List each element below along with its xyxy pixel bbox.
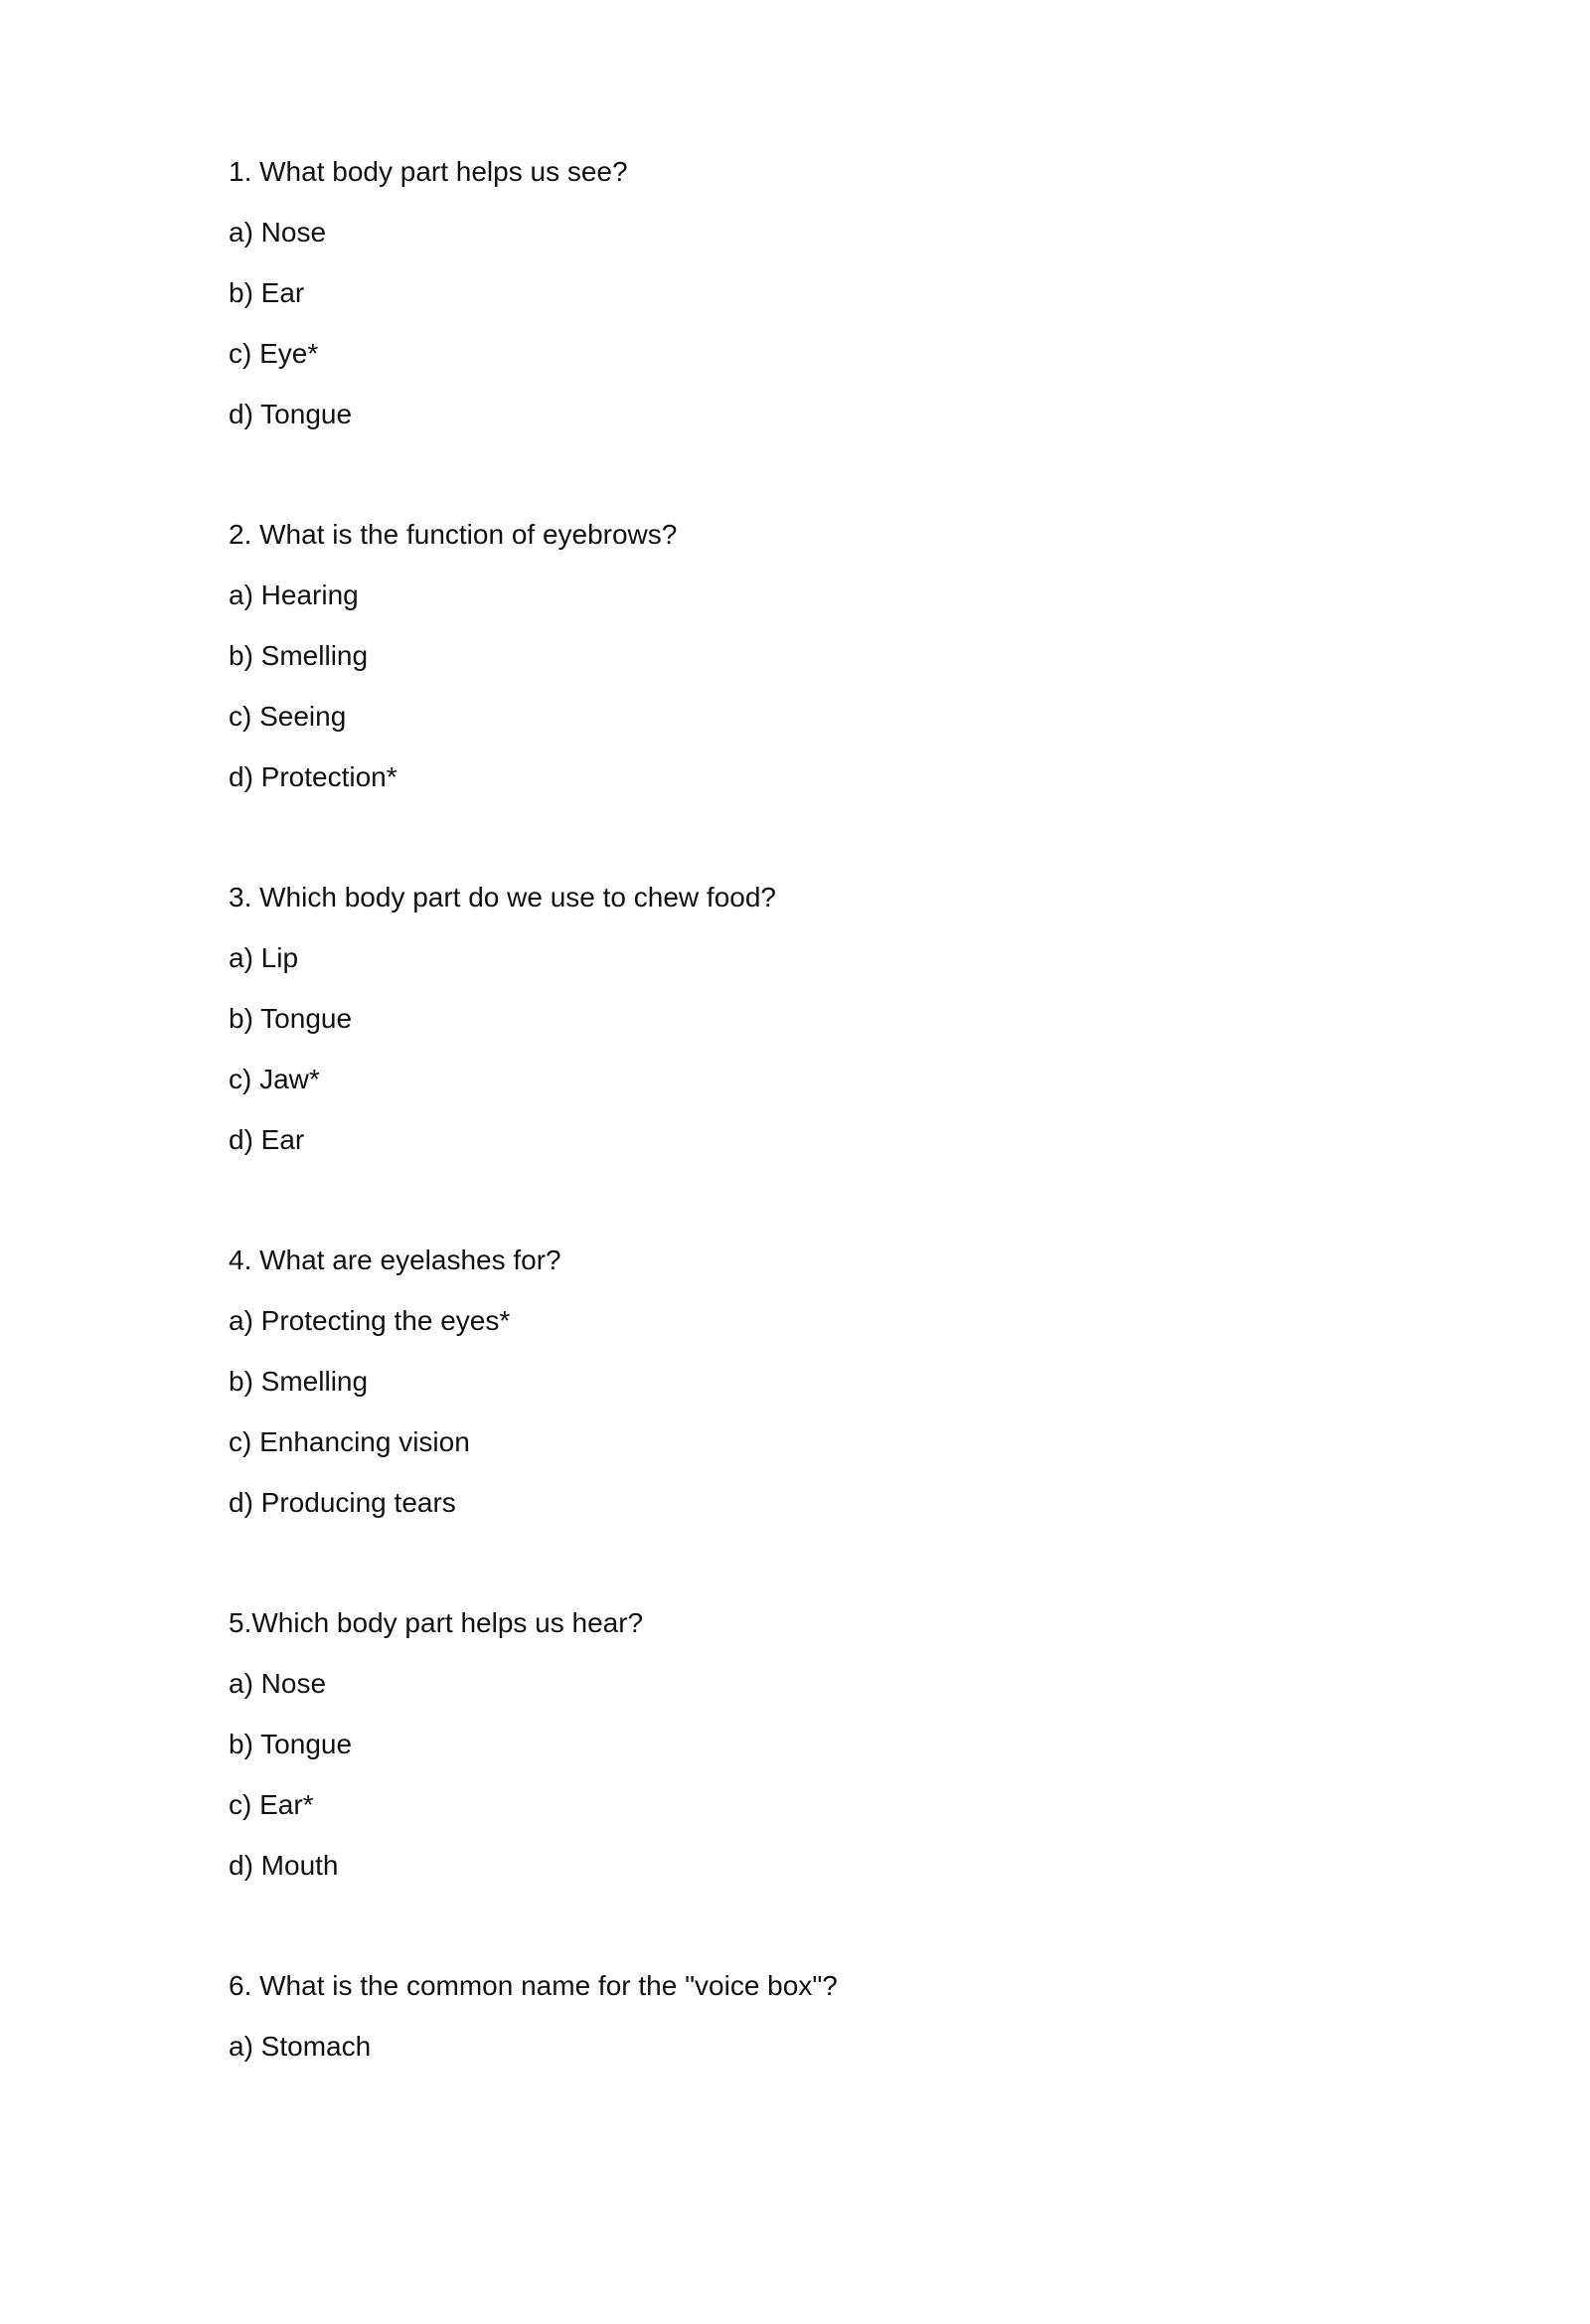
option-a: a) Lip [229, 942, 299, 973]
question-text: 6. What is the common name for the "voice box"? [229, 1970, 838, 2001]
option-b: b) Tongue [229, 1003, 353, 1034]
option-c: c) Enhancing vision [229, 1426, 470, 1457]
option-d: d) Producing tears [229, 1487, 456, 1518]
option-d: d) Ear [229, 1124, 305, 1155]
option-b: b) Tongue [229, 1729, 353, 1759]
question-text: 4. What are eyelashes for? [229, 1245, 561, 1275]
option-b: b) Smelling [229, 640, 369, 671]
option-c: c) Eye* [229, 338, 319, 369]
question-text: 3. Which body part do we use to chew food? [229, 882, 776, 913]
question-block-2 [229, 510, 1371, 873]
option-c: c) Ear* [229, 1789, 314, 1820]
option-a: a) Nose [229, 1668, 327, 1699]
question-text: 1. What body part helps us see? [229, 156, 628, 187]
option-d: d) Tongue [229, 399, 353, 429]
question-block-3 [229, 873, 1371, 1236]
option-d: d) Mouth [229, 1850, 339, 1881]
question-text: 5.Which body part helps us hear? [229, 1607, 644, 1638]
question-block-1 [229, 147, 1371, 510]
option-d: d) Protection* [229, 761, 398, 792]
option-b: b) Smelling [229, 1366, 369, 1397]
option-c: c) Seeing [229, 701, 347, 732]
option-b: b) Ear [229, 277, 305, 308]
option-a: a) Protecting the eyes* [229, 1305, 511, 1336]
option-a: a) Stomach [229, 2031, 372, 2062]
question-text: 2. What is the function of eyebrows? [229, 519, 678, 550]
question-block-6 [229, 1961, 1371, 2324]
question-block-5 [229, 1598, 1371, 1961]
quiz-list [229, 147, 1371, 2324]
option-a: a) Hearing [229, 580, 359, 610]
option-c: c) Jaw* [229, 1064, 320, 1094]
option-a: a) Nose [229, 217, 327, 248]
question-block-4 [229, 1236, 1371, 1598]
